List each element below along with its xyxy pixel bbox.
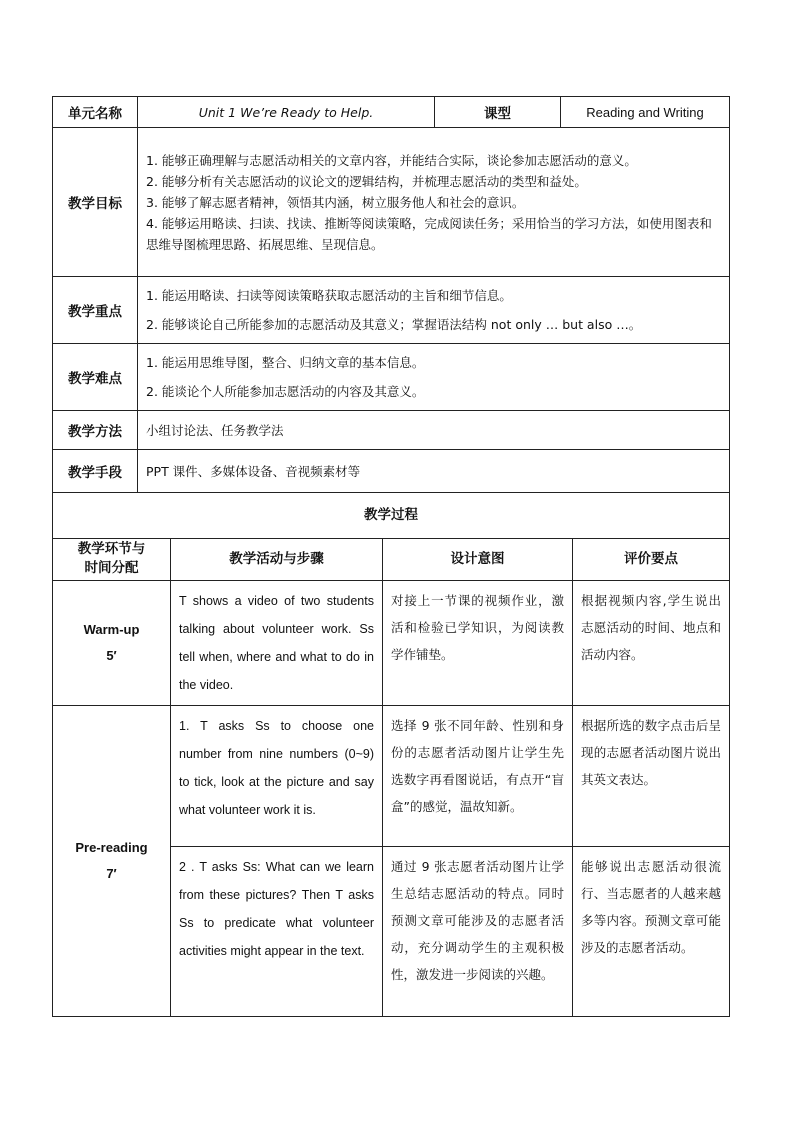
key-point-item: 1. 能运用略读、扫读等阅读策略获取志愿活动的主旨和细节信息。 [146, 288, 512, 303]
warmup-time: 5′ [106, 647, 117, 663]
lesson-plan [52, 96, 729, 1017]
prereading-time: 7′ [106, 865, 117, 881]
warmup-evaluation: 根据视频内容,学生说出志愿活动的时间、地点和活动内容。 [573, 580, 730, 705]
objective-item: 2. 能够分析有关志愿活动的议论文的逻辑结构，并梳理志愿活动的类型和益处。 [146, 173, 587, 189]
header-intent: 设计意图 [383, 538, 573, 580]
prereading-intent-2: 通过 9 张志愿者活动图片让学生总结志愿活动的特点。同时预测文章可能涉及的志愿者活动，充分调动学生的主观积极性，激发进一步阅读的兴趣。 [383, 846, 573, 1016]
prereading-stage-cell [53, 705, 171, 1016]
difficulties-label: 教学难点 [53, 344, 138, 411]
methods-label: 教学方法 [53, 411, 138, 450]
key-point-item: 2. 能够谈论自己所能参加的志愿活动及其意义；掌握语法结构 not only … but also …。 [146, 317, 642, 332]
header-stage-line1: 教学环节与 [77, 541, 146, 557]
objective-item: 3. 能够了解志愿者精神，领悟其内涵，树立服务他人和社会的意识。 [146, 194, 525, 210]
difficulties-cell [138, 344, 730, 411]
header-activities: 教学活动与步骤 [171, 538, 383, 580]
type-label: 课型 [435, 97, 561, 128]
process-title: 教学过程 [53, 493, 730, 538]
prereading-intent-1: 选择 9 张不同年龄、性别和身份的志愿者活动图片让学生先选数字再看图说话，有点开“盲盒”的感觉，温故知新。 [383, 705, 573, 846]
objectives-label: 教学目标 [53, 128, 138, 277]
prereading-evaluation-2: 能够说出志愿活动很流行、当志愿者的人越来越多等内容。预测文章可能涉及的志愿者活动。 [573, 846, 730, 1016]
key-points-cell [138, 277, 730, 344]
header-evaluation: 评价要点 [573, 538, 730, 580]
methods-value: 小组讨论法、任务教学法 [138, 411, 730, 450]
header-stage [53, 538, 171, 580]
objectives-list [146, 150, 721, 255]
prereading-stage: Pre-reading [75, 839, 148, 855]
difficulty-item: 2. 能谈论个人所能参加志愿活动的内容及其意义。 [146, 384, 425, 399]
difficulty-item: 1. 能运用思维导图，整合、归纳文章的基本信息。 [146, 355, 425, 370]
key-points-list [146, 281, 721, 339]
difficulties-list [146, 348, 721, 406]
objectives-cell [138, 128, 730, 277]
means-value: PPT 课件、多媒体设备、音视频素材等 [138, 450, 730, 493]
warmup-intent: 对接上一节课的视频作业，激活和检验已学知识，为阅读教学作铺垫。 [383, 580, 573, 705]
header-stage-line2: 时间分配 [84, 560, 139, 576]
unit-name: Unit 1 We’re Ready to Help. [138, 97, 435, 128]
warmup-stage-cell [53, 580, 171, 705]
type-value: Reading and Writing [561, 97, 730, 128]
process-table [52, 493, 730, 1017]
means-label: 教学手段 [53, 450, 138, 493]
objective-item: 4. 能够运用略读、扫读、找读、推断等阅读策略，完成阅读任务；采用恰当的学习方法，如使用图表和思维导图梳理思路、拓展思维、呈现信息。 [146, 215, 712, 252]
objective-item: 1. 能够正确理解与志愿活动相关的文章内容，并能结合实际，谈论参加志愿活动的意义。 [146, 152, 637, 168]
unit-label: 单元名称 [53, 97, 138, 128]
key-points-label: 教学重点 [53, 277, 138, 344]
info-table [52, 96, 730, 493]
prereading-activity-2: 2 . T asks Ss: What can we learn from these pictures? Then T asks Ss to predicate what volunteer activities might appear in the text. [171, 846, 383, 1016]
prereading-evaluation-1: 根据所选的数字点击后呈现的志愿者活动图片说出其英文表达。 [573, 705, 730, 846]
warmup-stage: Warm-up [83, 621, 140, 637]
prereading-activity-1: 1. T asks Ss to choose one number from nine numbers (0~9) to tick, look at the picture and say what volunteer work it is. [171, 705, 383, 846]
warmup-activity: T shows a video of two students talking about volunteer work. Ss tell when, where and what to do in the video. [171, 580, 383, 705]
